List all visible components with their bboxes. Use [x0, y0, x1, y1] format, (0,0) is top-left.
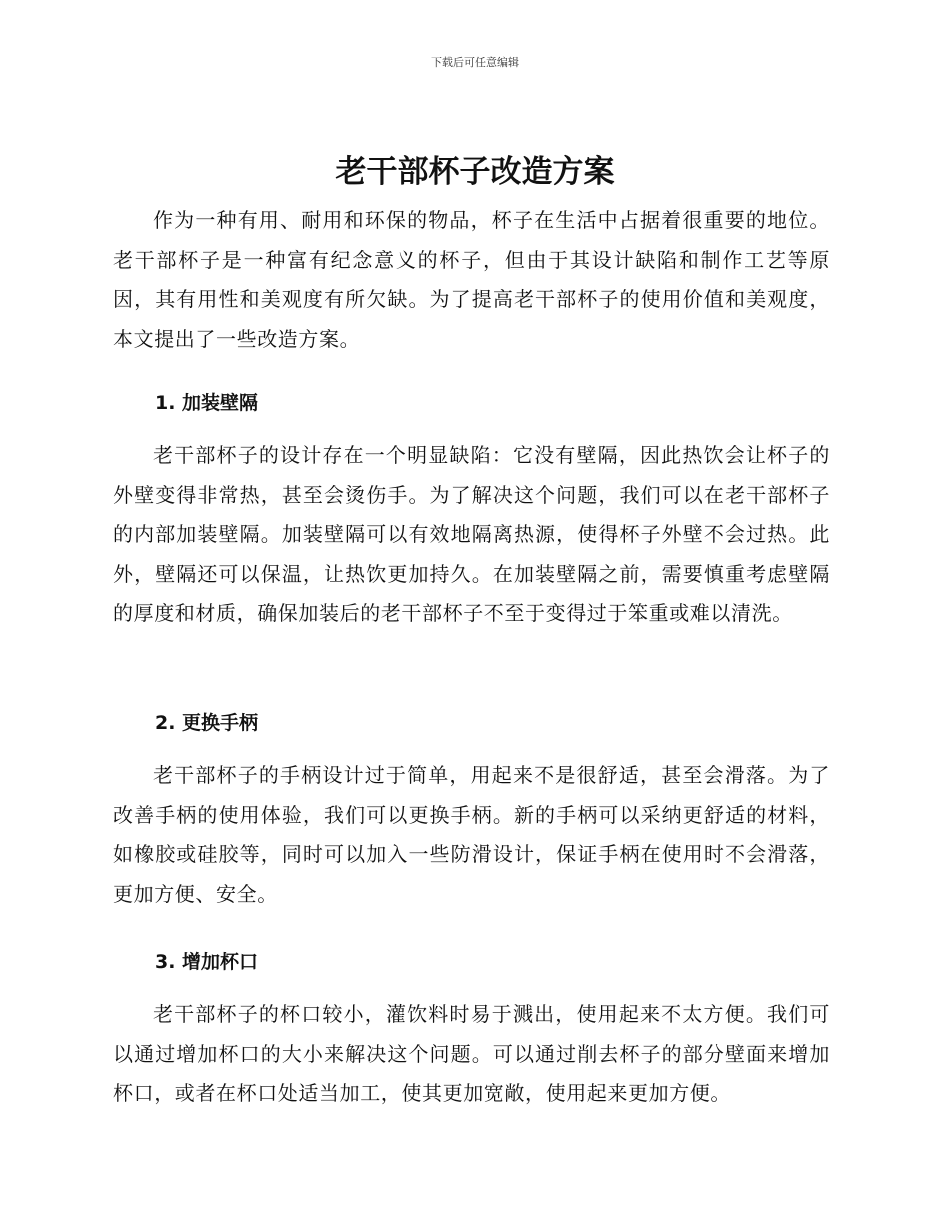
- section-3-body: 老干部杯子的杯口较小，灌饮料时易于溅出，使用起来不太方便。我们可以通过增加杯口的大小来解决这个问题。可以通过削去杯子的部分壁面来增加杯口，或者在杯口处适当加工，使其更加宽敞，使用起来更加方便。: [113, 1002, 830, 1105]
- section-3-heading: 3. 增加杯口: [155, 951, 259, 973]
- intro-paragraph: 作为一种有用、耐用和环保的物品，杯子在生活中占据着很重要的地位。老干部杯子是一种富有纪念意义的杯子，但由于其设计缺陷和制作工艺等原因，其有用性和美观度有所欠缺。为了提高老干部杯子的使用价值和美观度，本文提出了一些改造方案。: [113, 208, 830, 351]
- section-2-heading: 2. 更换手柄: [155, 712, 259, 734]
- header-note: 下载后可任意编辑: [431, 56, 519, 69]
- section-1-body: 老干部杯子的设计存在一个明显缺陷：它没有壁隔，因此热饮会让杯子的外壁变得非常热，甚至会烫伤手。为了解决这个问题，我们可以在老干部杯子的内部加装壁隔。加装壁隔可以有效地隔离热源，使得杯子外壁不会过热。此外，壁隔还可以保温，让热饮更加持久。在加装壁隔之前，需要慎重考虑壁隔的厚度和材质，确保加装后的老干部杯子不至于变得过于笨重或难以清洗。: [113, 443, 830, 625]
- section-1-heading: 1. 加装壁隔: [155, 392, 259, 414]
- section-2-body: 老干部杯子的手柄设计过于简单，用起来不是很舒适，甚至会滑落。为了改善手柄的使用体验，我们可以更换手柄。新的手柄可以采纳更舒适的材料，如橡胶或硅胶等，同时可以加入一些防滑设计，保证手柄在使用时不会滑落，更加方便、安全。: [113, 763, 830, 906]
- document-title: 老干部杯子改造方案: [335, 154, 615, 190]
